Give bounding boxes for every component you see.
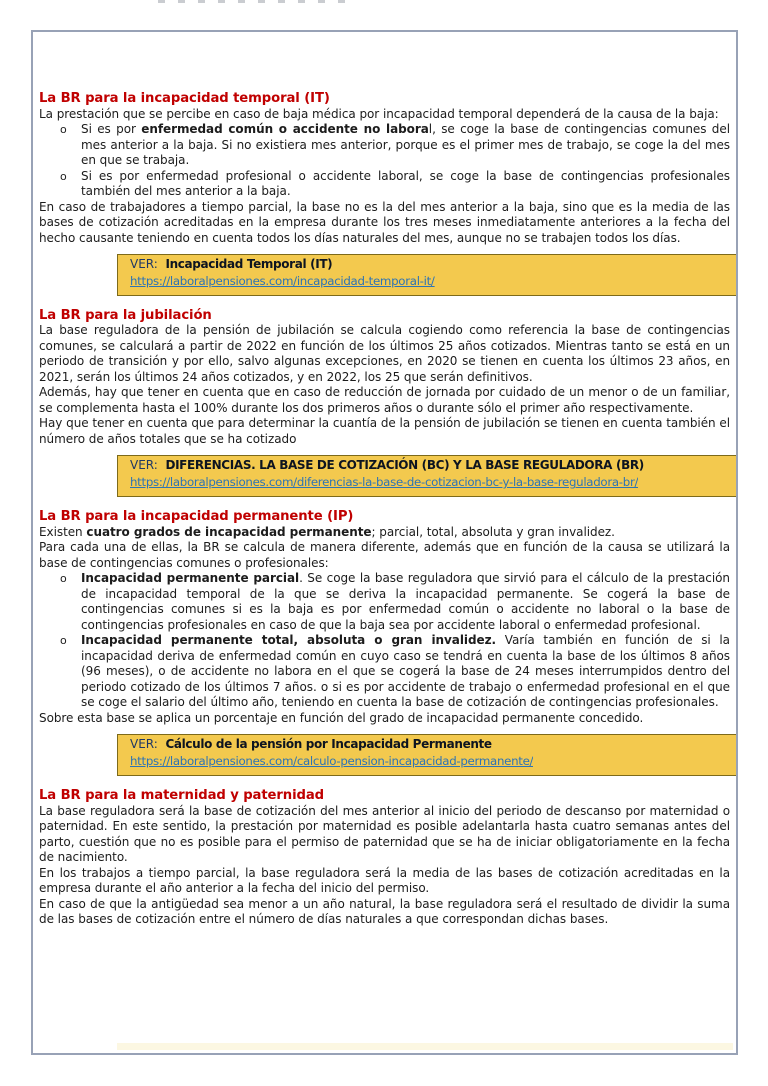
ver-box-incapacidad-temporal	[117, 254, 737, 296]
bullet-item	[39, 633, 730, 711]
paragraph: Para cada una de ellas, la BR se calcula de manera diferente, además que en función de la causa se utilizará la base de contingencias comunes o profesionales:	[39, 540, 730, 570]
paragraph: En caso de trabajadores a tiempo parcial, la base no es la del mes anterior a la baja, sino que es la media de las bases de cotización acreditadas en la empresa durante los tres meses inmediatamente anteriores a la fecha del hecho causante teniendo en cuenta todos los días naturales del mes, aunque no se trabajen todos los días.	[39, 199, 730, 245]
paragraph: Sobre esta base se aplica un porcentaje en función del grado de incapacidad permanente concedido.	[39, 710, 644, 725]
paragraph: Hay que tener en cuenta que para determinar la cuantía de la pensión de jubilación se tienen en cuenta también el número de años totales que se ha cotizado	[39, 416, 730, 446]
section-jubilacion	[39, 308, 730, 497]
section-heading: La BR para la incapacidad permanente (IP)	[39, 509, 354, 525]
ver-label: VER:	[130, 257, 158, 272]
paragraph: La base reguladora de la pensión de jubilación se calcula cogiendo como referencia la base de contingencias comunes, se calculará a partir de 2022 en función de los últimos 25 años cotizados. Mientras tanto se está en un periodo de transición y por ello, salvo algunas excepciones, en 2020 se tienen en cuenta los últimos 23 años, en 2021, serán los últimos 24 años cotizados, y en 2022, los 25 que serán definitivos.	[39, 323, 730, 384]
ver-title: Incapacidad Temporal (IT)	[165, 257, 333, 272]
bullet-text: Si es por enfermedad común o accidente no laboral, se coge la base de contingencias comunes del mes anterior a la baja. Si no existiera mes anterior, porque es el primer mes de trabajo, se coge la del mes en que se trabaja.	[81, 122, 730, 168]
section-heading: La BR para la jubilación	[39, 307, 212, 323]
ver-label: VER:	[130, 458, 158, 473]
ver-box-calculo-ip	[117, 734, 737, 776]
bullet-list	[39, 122, 730, 200]
ver-box-diferencias-bc-br	[117, 455, 737, 497]
paragraph: En los trabajos a tiempo parcial, la base reguladora será la media de las bases de cotización acreditadas en la empresa durante el año anterior a la fecha del inicio del permiso.	[39, 865, 730, 896]
paragraph: Además, hay que tener en cuenta que en caso de reducción de jornada por cuidado de un menor o de un familiar, se complementa hasta el 100% durante los dos primeros años o durante sólo el primer año respectivamente.	[39, 385, 730, 415]
bullet-marker: o	[60, 572, 67, 586]
section-maternidad-paternidad	[39, 788, 730, 928]
section-heading: La BR para la maternidad y paternidad	[39, 788, 324, 804]
document-page	[31, 30, 738, 1055]
bullet-text: Incapacidad permanente total, absoluta o gran invalidez. Varía también en función de si la incapacidad deriva de enfermedad común en cuyo caso se tendrá en cuenta la base de los últimos 8 años (96 meses), o de accidente no labora en el que se cogerá la base de 24 meses interrumpidos dentro del periodo cotizado de los últimos 7 años. o si es por accidente de trabajo o enfermedad profesional en el que se coge el salario del último año, teniendo en cuenta la base de cotización de contingencias profesionales.	[81, 633, 730, 710]
paragraph: En caso de que la antigüedad sea menor a un año natural, la base reguladora será el resultado de dividir la suma de las bases de cotización entre el número de días naturales a que correspondan dichas bases.	[39, 896, 730, 927]
paragraph: Existen cuatro grados de incapacidad permanente; parcial, total, absoluta y gran invalidez.	[39, 524, 615, 539]
bullet-marker: o	[60, 169, 67, 183]
ver-link[interactable]: https://laboralpensiones.com/calculo-pension-incapacidad-permanente/	[130, 754, 534, 769]
section-incapacidad-temporal	[39, 91, 730, 296]
section-heading: La BR para la incapacidad temporal (IT)	[39, 91, 330, 106]
bullet-item	[39, 169, 730, 200]
section-incapacidad-permanente	[39, 509, 730, 776]
bullet-marker: o	[60, 123, 67, 137]
ver-title: DIFERENCIAS. LA BASE DE COTIZACIÓN (BC) Y LA BASE REGULADORA (BR)	[165, 458, 644, 473]
bullet-text: Si es por enfermedad profesional o accidente laboral, se coge la base de contingencias profesionales también del mes anterior a la baja.	[81, 168, 730, 199]
ver-link[interactable]: https://laboralpensiones.com/incapacidad-temporal-it/	[130, 273, 435, 288]
bullet-item	[39, 122, 730, 169]
bullet-marker: o	[60, 634, 67, 648]
bullet-text: Incapacidad permanente parcial. Se coge la base reguladora que sirvió para el cálculo de la prestación de incapacidad temporal de la que se deriva la incapacidad permanente. Se cogerá la base de contingencias comunes si es la baja es por enfermedad común o accidente no laboral o la base de contingencias profesionales en caso de que la baja sea por accidente laboral o enfermedad profesional.	[81, 571, 730, 632]
page-crop-artifact	[158, 0, 358, 3]
next-ver-box-sliver	[117, 1043, 733, 1050]
ver-label: VER:	[130, 737, 158, 752]
bullet-list	[39, 571, 730, 711]
ver-title: Cálculo de la pensión por Incapacidad Permanente	[165, 737, 492, 752]
paragraph: La prestación que se percibe en caso de baja médica por incapacidad temporal dependerá de la causa de la baja:	[39, 106, 719, 121]
bullet-item	[39, 571, 730, 633]
paragraph: La base reguladora será la base de cotización del mes anterior al inicio del periodo de descanso por maternidad o paternidad. En este sentido, la prestación por maternidad es posible adelantarla hasta cuatro semanas antes del parto, cuestión que no es posible para el permiso de paternidad que se ha de iniciar obligatoriamente en la fecha de nacimiento.	[39, 803, 730, 865]
ver-link[interactable]: https://laboralpensiones.com/diferencias-la-base-de-cotizacion-bc-y-la-base-reguladora-br/	[130, 475, 639, 490]
